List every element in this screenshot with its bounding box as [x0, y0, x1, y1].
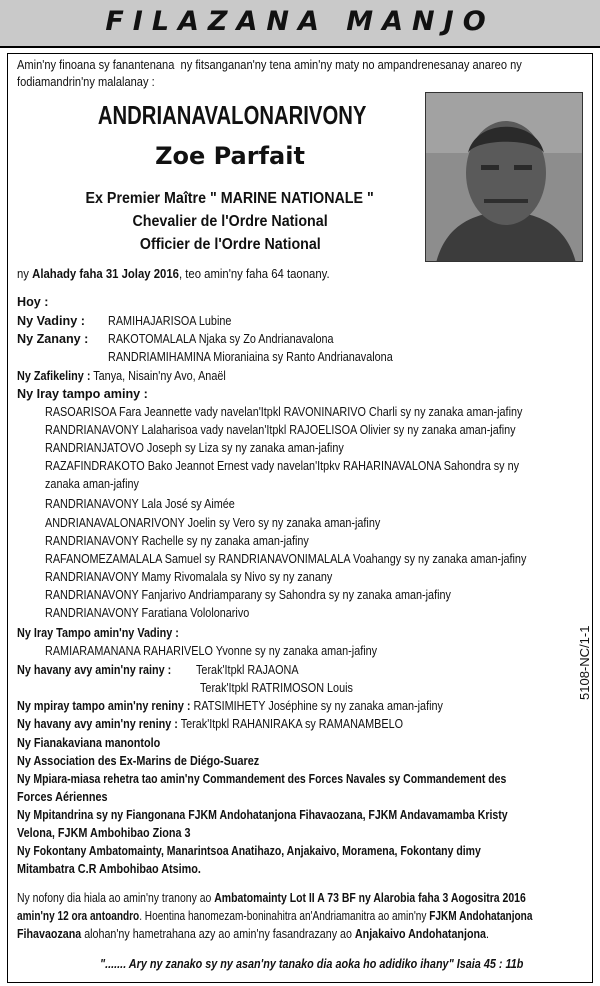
- iray-tampo-item: RANDRIANJATOVO Joseph sy Liza sy ny zanaka aman-jafiny: [45, 441, 344, 455]
- havany-rainy-value-1: Terak'Itpkl RAJAONA: [196, 663, 299, 677]
- reference-code: 5108-NC/1-1: [577, 625, 592, 700]
- iray-tampo-item: RANDRIANAVONY Lalaharisoa vady navelan'Itpkl RAJOELISOA Olivier sy ny zanaka aman-jafiny: [45, 423, 516, 437]
- zanany-label: Ny Zanany :: [17, 332, 89, 346]
- organization-line: Velona, FJKM Ambohibao Ziona 3: [17, 826, 191, 840]
- deceased-honor-1: Chevalier de l'Ordre National: [132, 213, 328, 230]
- vadiny-label: Ny Vadiny :: [17, 314, 85, 328]
- iray-tampo-item: RANDRIANAVONY Mamy Rivomalala sy Nivo sy ny zanany: [45, 570, 333, 584]
- organization-line: Ny Fokontany Ambatomainty, Manarintsoa Anatihazo, Anjakaivo, Moramena, Fokontany dimy: [17, 844, 481, 858]
- havany-reniny-line: Ny havany avy amin'ny reniny : Terak'Itpkl RAHANIRAKA sy RAMANAMBELO: [17, 717, 404, 731]
- header-banner: [0, 0, 600, 48]
- iray-tampo-item: RANDRIANAVONY Lala José sy Aimée: [45, 497, 235, 511]
- havany-rainy-value-2: Terak'Itpkl RATRIMOSON Louis: [200, 681, 353, 695]
- organization-line: Ny Fianakaviana manontolo: [17, 736, 161, 750]
- bible-verse: "....... Ary ny zanako sy ny asan'ny tanako dia aoka ho adidiko ihany" Isaia 45 : 11b: [100, 957, 524, 971]
- mpiray-tampo-reniny-line: Ny mpiray tampo amin'ny reniny : RATSIMIHETY Joséphine sy ny zanaka aman-jafiny: [17, 699, 443, 713]
- header-title: FILAZANA MANJO: [105, 6, 495, 37]
- funeral-line-2: amin'ny 12 ora antoandro. Hoentina hanomezam-boninahitra an'Andriamanitra ao amin'ny FJKM Andohatanjona: [17, 909, 533, 923]
- portrait-photo-icon: [426, 93, 583, 262]
- organization-line: Ny Mpiara-miasa rehetra tao amin'ny Commandement des Forces Navales sy Commandement des: [17, 772, 507, 786]
- zanany-value-1: RAKOTOMALALA Njaka sy Zo Andrianavalona: [108, 332, 334, 346]
- zanany-value-2: RANDRIAMIHAMINA Mioraniaina sy Ranto Andrianavalona: [108, 350, 393, 364]
- deceased-honor-2: Officier de l'Ordre National: [139, 236, 321, 253]
- funeral-line-1: Ny nofony dia hiala ao amin'ny tranony ao Ambatomainty Lot II A 73 BF ny Alarobia faha 3 Aogositra 2016: [17, 891, 526, 905]
- organization-line: Ny Mpitandrina sy ny Fiangonana FJKM Andohatanjona Fihavaozana, FJKM Andavamamba Kristy: [17, 808, 508, 822]
- tampo-vadiny-value: RAMIARAMANANA RAHARIVELO Yvonne sy ny zanaka aman-jafiny: [45, 644, 378, 658]
- iray-tampo-item: RANDRIANAVONY Fanjarivo Andriamparany sy Sahondra sy ny zanaka aman-jafiny: [45, 588, 451, 602]
- iray-tampo-item: RASOARISOA Fara Jeannette vady navelan'Itpkl RAVONINARIVO Charli sy ny zanaka aman-jafiny: [45, 405, 523, 419]
- intro-line-2: fodiamandrin'ny malalanay :: [17, 75, 155, 89]
- intro-line-1: Amin'ny finoana sy fanantenana ny fitsanganan'ny tena amin'ny maty no ampandrenesanay anareo ny: [17, 58, 522, 72]
- organization-line: Forces Aériennes: [17, 790, 108, 804]
- iray-tampo-item: RANDRIANAVONY Rachelle sy ny zanaka aman-jafiny: [45, 534, 309, 548]
- zafikeliny-line: Ny Zafikeliny : Tanya, Nisain'ny Avo, Anaël: [17, 369, 226, 383]
- tampo-vadiny-label: Ny Iray Tampo amin'ny Vadiny :: [17, 626, 179, 640]
- portrait-photo: [425, 92, 583, 262]
- deceased-given-names: Zoe Parfait: [155, 142, 305, 170]
- organization-line: Mitambatra C.R Ambohibao Atsimo.: [17, 862, 201, 876]
- iray-tampo-item: RAFANOMEZAMALALA Samuel sy RANDRIANAVONIMALALA Voahangy sy ny zanaka aman-jafiny: [45, 552, 527, 566]
- iray-tampo-item: zanaka aman-jafiny: [45, 477, 139, 491]
- vadiny-value: RAMIHAJARISOA Lubine: [108, 314, 232, 328]
- havany-rainy-label: Ny havany avy amin'ny rainy :: [17, 663, 172, 677]
- deceased-rank: Ex Premier Maître " MARINE NATIONALE ": [85, 190, 375, 207]
- deceased-surname: ANDRIANAVALONARIVONY: [97, 100, 367, 130]
- iray-tampo-item: RANDRIANAVONY Faratiana Vololonarivo: [45, 606, 250, 620]
- hoy-label: Hoy :: [17, 295, 49, 309]
- organization-line: Ny Association des Ex-Marins de Diégo-Suarez: [17, 754, 260, 768]
- iray-tampo-label: Ny Iray tampo aminy :: [17, 387, 148, 401]
- iray-tampo-item: RAZAFINDRAKOTO Bako Jeannot Ernest vady navelan'Itpkv RAHARINAVALONA Sahondra sy ny: [45, 459, 520, 473]
- iray-tampo-item: ANDRIANAVALONARIVONY Joelin sy Vero sy ny zanaka aman-jafiny: [45, 516, 381, 530]
- death-line: ny Alahady faha 31 Jolay 2016, teo amin'ny faha 64 taonany.: [17, 267, 330, 281]
- funeral-line-3: Fihavaozana alohan'ny hametrahana azy ao amin'ny fasandrazany ao Anjakaivo Andohatanjona.: [17, 927, 489, 941]
